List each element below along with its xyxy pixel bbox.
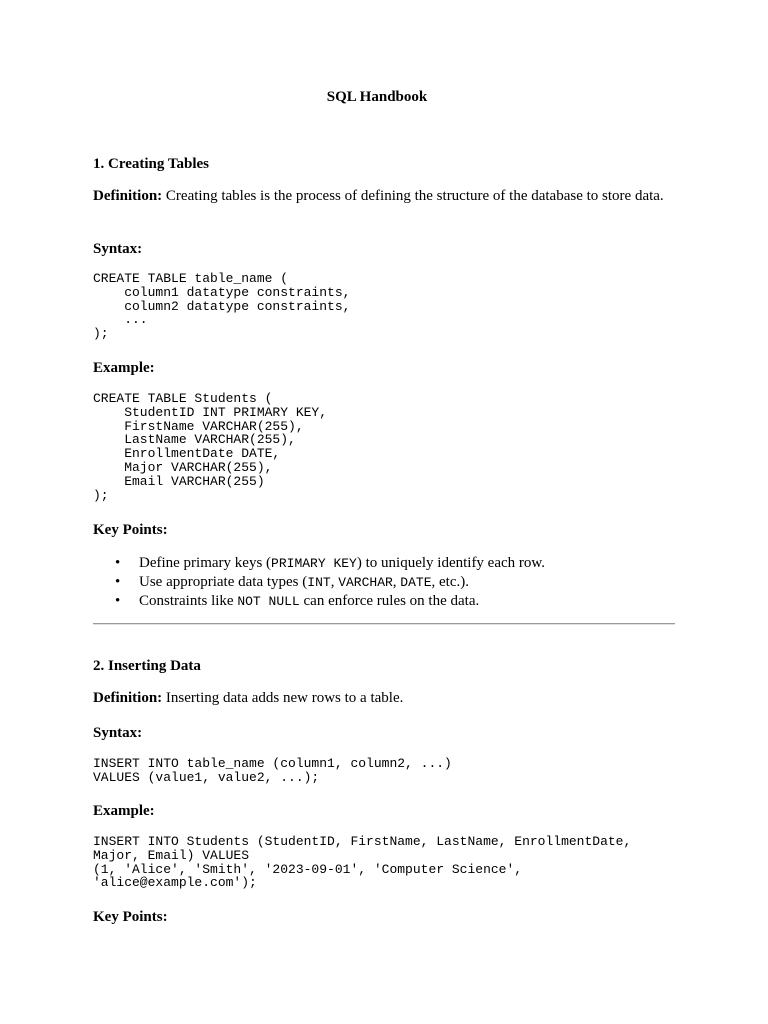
key-points-label: Key Points: (93, 909, 168, 925)
syntax-label: Syntax: (93, 725, 143, 741)
bullet-icon: • (115, 593, 121, 609)
inline-code: NOT NULL (237, 594, 300, 609)
document-title: SQL Handbook (326, 89, 428, 105)
example-label: Example: (93, 360, 155, 376)
key-point-text: , (330, 574, 339, 590)
section-heading-creating-tables: 1. Creating Tables (93, 156, 209, 172)
example-code-block: CREATE TABLE Students ( StudentID INT PRIMARY KEY, FirstName VARCHAR(255), LastName VARCHAR(255), EnrollmentDate DATE, Major VARCHAR(255), Email VARCHAR(255) ); (93, 391, 328, 503)
syntax-label: Syntax: (93, 241, 143, 257)
key-point-text: Constraints like (139, 593, 238, 609)
key-point-text: , etc.). (431, 574, 469, 590)
inline-code: VARCHAR (338, 575, 393, 590)
key-points-list (93, 554, 545, 611)
key-point-text: , (392, 574, 401, 590)
key-point-item (93, 554, 545, 573)
syntax-code-block: CREATE TABLE table_name ( column1 datatype constraints, column2 datatype constraints, ... ); (93, 271, 351, 342)
inline-code: DATE (400, 575, 432, 590)
inline-code: INT (307, 575, 331, 590)
key-point-item (93, 592, 545, 611)
key-point-item (93, 573, 545, 592)
definition-text: Creating tables is the process of defining the structure of the database to store data. (162, 188, 664, 204)
example-label: Example: (93, 803, 155, 819)
key-point-text: Define primary keys ( (139, 555, 272, 571)
definition-paragraph (93, 188, 668, 205)
example-code-block: INSERT INTO Students (StudentID, FirstName, LastName, EnrollmentDate, Major, Email) VALUES (1, 'Alice', 'Smith', '2023-09-01', 'Computer Science', 'alice@example.com'); (93, 834, 632, 891)
definition-label: Definition: (93, 690, 163, 706)
definition-text: Inserting data adds new rows to a table. (162, 690, 404, 706)
bullet-icon: • (115, 555, 121, 571)
key-points-label: Key Points: (93, 522, 168, 538)
section-heading-inserting-data: 2. Inserting Data (93, 658, 201, 674)
key-point-text: Use appropriate data types ( (139, 574, 308, 590)
syntax-code-block: INSERT INTO table_name (column1, column2, ...) VALUES (value1, value2, ...); (93, 756, 452, 785)
section-divider (93, 623, 675, 625)
definition-paragraph (93, 690, 668, 707)
definition-label: Definition: (93, 188, 163, 204)
inline-code: PRIMARY KEY (271, 556, 357, 571)
key-point-text: can enforce rules on the data. (299, 593, 480, 609)
bullet-icon: • (115, 574, 121, 590)
key-point-text: ) to uniquely identify each row. (356, 555, 546, 571)
